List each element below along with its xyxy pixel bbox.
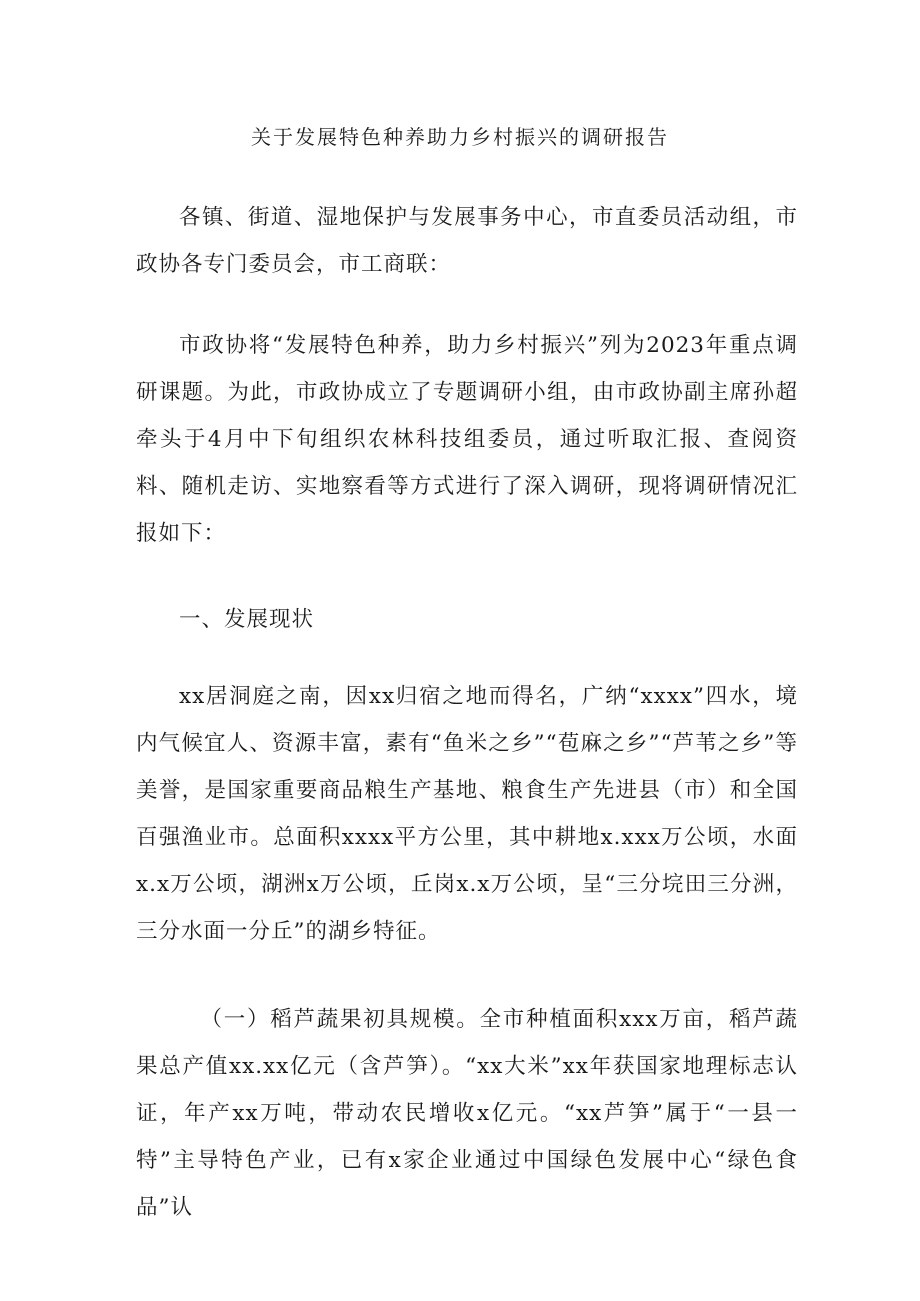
- addressee-paragraph: 各镇、街道、湿地保护与发展事务中心，市直委员活动组，市政协各专门委员会，市工商联：: [136, 205, 798, 277]
- status-paragraph: xx居洞庭之南，因xx归宿之地而得名，广纳“xxxx”四水，境内气候宜人、资源丰富，素有“鱼米之乡”“苞麻之乡”“芦苇之乡”等美誉，是国家重要商品粮生产基地、粮食生产先进县（市）和全国百强渔业市。总面积xxxx平方公里，其中耕地x.xxx万公顷，水面x.x万公顷，湖洲x万公顷，丘岗x.x万公顷，呈“三分垸田三分洲，三分水面一分丘”的湖乡特征。: [136, 684, 798, 944]
- intro-paragraph: 市政协将“发展特色种养，助力乡村振兴”列为2023年重点调研课题。为此，市政协成立了专题调研小组，由市政协副主席孙超牵头于4月中下旬组织农林科技组委员，通过听取汇报、查阅资料、随机走访、实地察看等方式进行了深入调研，现将调研情况汇报如下：: [136, 333, 798, 546]
- document-title: 关于发展特色种养助力乡村振兴的调研报告: [251, 125, 669, 149]
- section-heading-1: 一、发展现状: [179, 607, 315, 632]
- subsection-paragraph-1: （一）稻芦蔬果初具规模。全市种植面积xxx万亩，稻芦蔬果总产值xx.xx亿元（含芦笋）。“xx大米”xx年获国家地理标志认证，年产xx万吨，带动农民增收x亿元。“xx芦笋”属于“一县一特”主导特色产业，已有x家企业通过中国绿色发展中心“绿色食品”认: [136, 1007, 798, 1220]
